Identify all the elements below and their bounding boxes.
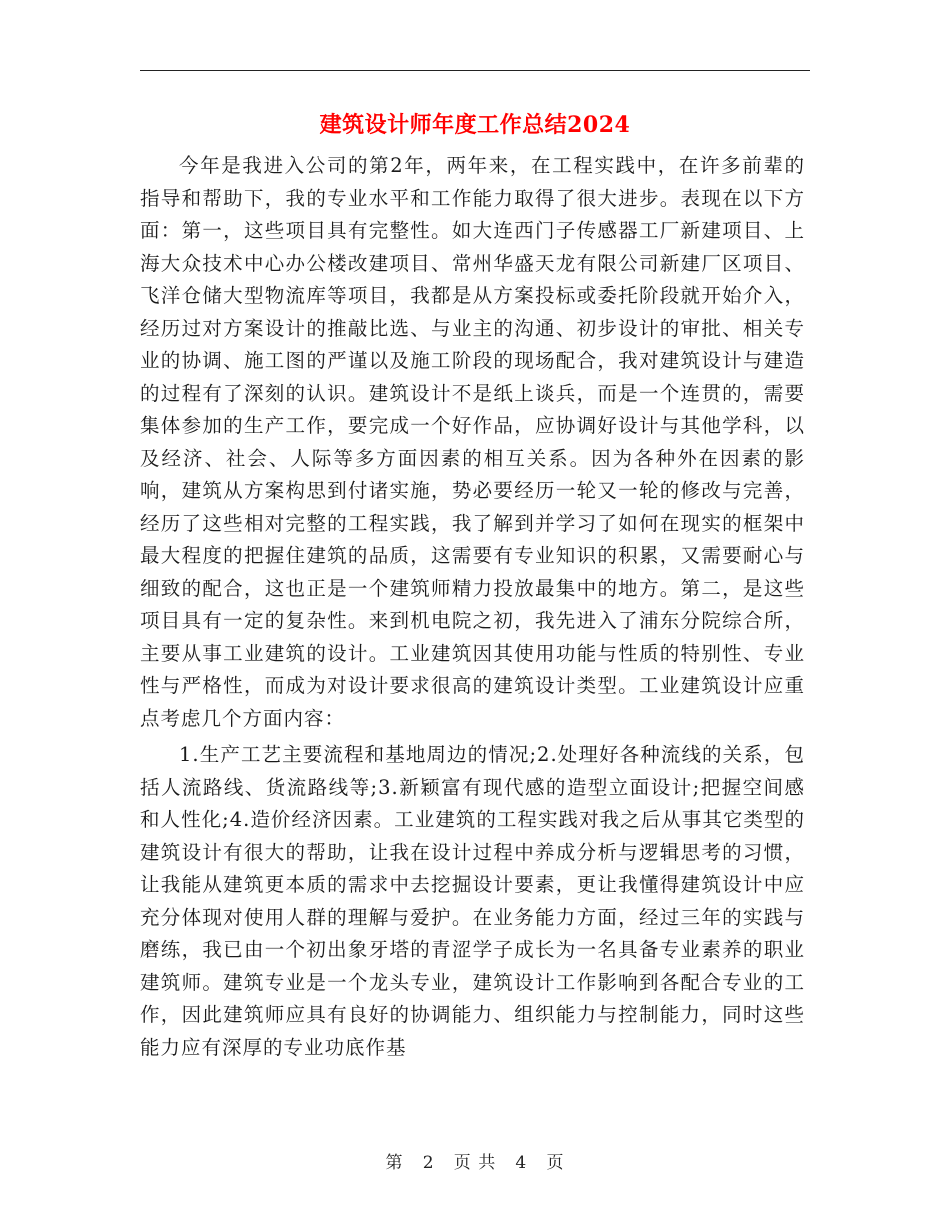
page-label-prefix: 第 — [385, 1153, 404, 1173]
document-body — [140, 150, 805, 1064]
page-label-middle: 页 共 — [453, 1153, 497, 1173]
total-pages-number: 4 — [515, 1153, 528, 1173]
document-title: 建筑设计师年度工作总结2024 — [319, 112, 631, 138]
body-paragraph: 1.生产工艺主要流程和基地周边的情况;2.处理好各种流线的关系，包括人流路线、货流路线等;3.新颖富有现代感的造型立面设计;把握空间感和人性化;4.造价经济因素。工业建筑的工程实践对我之后从事其它类型的建筑设计有很大的帮助，让我在设计过程中养成分析与逻辑思考的习惯，让我能从建筑更本质的需求中去挖掘设计要素，更让我懂得建筑设计中应充分体现对使用人群的理解与爱护。在业务能力方面，经过三年的实践与磨练，我已由一个初出象牙塔的青涩学子成长为一名具备专业素养的职业建筑师。建筑专业是一个龙头专业，建筑设计工作影响到各配合专业的工作，因此建筑师应具有良好的协调能力、组织能力与控制能力，同时这些能力应有深厚的专业功底作基 — [140, 743, 805, 1059]
body-paragraph: 今年是我进入公司的第2年，两年来，在工程实践中，在许多前辈的指导和帮助下，我的专业水平和工作能力取得了很大进步。表现在以下方面：第一，这些项目具有完整性。如大连西门子传感器工厂新建项目、上海大众技术中心办公楼改建项目、常州华盛天龙有限公司新建厂区项目、飞洋仓储大型物流库等项目，我都是从方案投标或委托阶段就开始介入，经历过对方案设计的推敲比选、与业主的沟通、初步设计的审批、相关专业的协调、施工图的严谨以及施工阶段的现场配合，我对建筑设计与建造的过程有了深刻的认识。建筑设计不是纸上谈兵，而是一个连贯的，需要集体参加的生产工作，要完成一个好作品，应协调好设计与其他学科，以及经济、社会、人际等多方面因素的相互关系。因为各种外在因素的影响，建筑从方案构思到付诸实施，势必要经历一轮又一轮的修改与完善，经历了这些相对完整的工程实践，我了解到并学习了如何在现实的框架中最大程度的把握住建筑的品质，这需要有专业知识的积累，又需要耐心与细致的配合，这也正是一个建筑师精力投放最集中的地方。第二，是这些项目具有一定的复杂性。来到机电院之初，我先进入了浦东分院综合所，主要从事工业建筑的设计。工业建筑因其使用功能与性质的特别性、专业性与严格性，而成为对设计要求很高的建筑设计类型。工业建筑设计应重点考虑几个方面内容： — [140, 154, 805, 730]
page-footer — [0, 1151, 950, 1175]
page-label-suffix: 页 — [546, 1153, 565, 1173]
current-page-number: 2 — [422, 1153, 435, 1173]
header-rule — [140, 70, 810, 71]
